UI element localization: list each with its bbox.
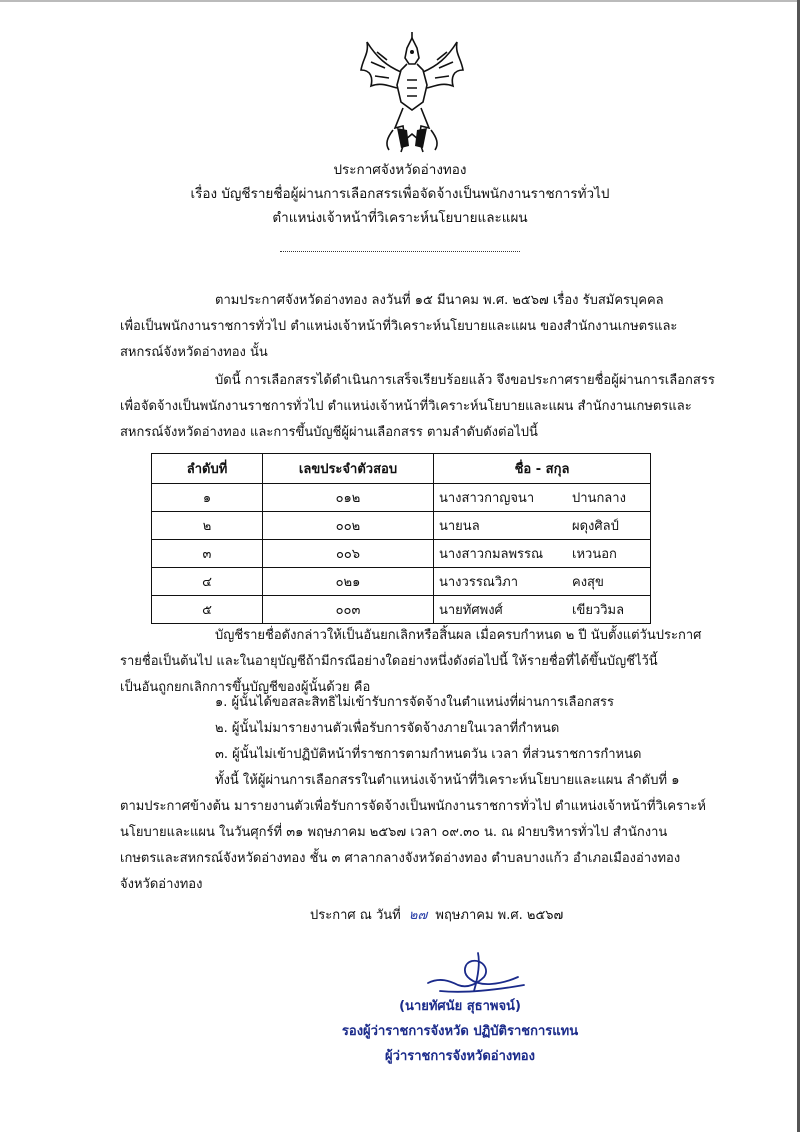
exam-id-cell: ๐๐๒	[263, 512, 434, 540]
rank-cell: ๕	[152, 596, 263, 624]
handwritten-signature-icon	[420, 947, 530, 1002]
paragraph-line: นโยบายและแผน ในวันศุกร์ที่ ๓๑ พฤษภาคม ๒๕๖๗ เวลา ๐๙.๓๐ น. ณ ฝ่ายบริหารทั่วไป สำนักงาน	[120, 825, 668, 840]
table-row	[152, 596, 651, 624]
column-header-exam-id: เลขประจำตัวสอบ	[263, 454, 434, 484]
rank-cell: ๔	[152, 568, 263, 596]
name-cell	[434, 540, 651, 568]
report-paragraph	[120, 768, 718, 898]
name-cell	[434, 596, 651, 624]
first-name: นายทัศพงศ์	[439, 603, 503, 618]
paragraph-line: เพื่อจัดจ้างเป็นพนักงานราชการทั่วไป ตำแหน่งเจ้าหน้าที่วิเคราะห์นโยบายและแผน สำนักงานเกษตรและ	[120, 399, 692, 414]
last-name: ปานกลาง	[572, 491, 626, 506]
date-prefix: ประกาศ ณ วันที่	[310, 908, 401, 923]
date-suffix: พฤษภาคม พ.ศ. ๒๕๖๗	[435, 908, 564, 923]
last-name: ผดุงศิลป์	[572, 519, 619, 534]
paragraph-line: เป็นอันถูกยกเลิกการขึ้นบัญชีของผู้นั้นด้วย คือ	[120, 680, 371, 695]
date-day-handwritten: ๒๗	[408, 908, 428, 923]
column-header-full-name: ชื่อ - สกุล	[434, 454, 651, 484]
exam-id-cell: ๐๑๒	[263, 484, 434, 512]
candidate-table	[151, 453, 651, 624]
first-name: นางวรรณวิภา	[439, 575, 519, 590]
paragraph-line: บัดนี้ การเลือกสรรได้ดำเนินการเสร็จเรียบร้อยแล้ว จึงขอประกาศรายชื่อผู้ผ่านการเลือกสรร	[215, 373, 715, 388]
paragraph-line: บัญชีรายชื่อดังกล่าวให้เป็นอันยกเลิกหรือสิ้นผล เมื่อครบกำหนด ๒ ปี นับตั้งแต่วันประกาศ	[215, 628, 702, 643]
condition-item: ๓. ผู้นั้นไม่เข้าปฏิบัติหน้าที่ราชการตามกำหนดวัน เวลา ที่ส่วนราชการกำหนด	[215, 747, 642, 762]
paragraph-line: เพื่อเป็นพนักงานราชการทั่วไป ตำแหน่งเจ้าหน้าที่วิเคราะห์นโยบายและแผน ของสำนักงานเกษตรและ	[120, 319, 678, 334]
signatory-name: (นายทัศนัย สุธาพจน์)	[399, 999, 521, 1014]
exam-id-cell: ๐๐๖	[263, 540, 434, 568]
last-name: เหวนอก	[572, 547, 617, 562]
announcement-paragraph	[120, 368, 718, 446]
column-header-rank: ลำดับที่	[152, 454, 263, 484]
intro-paragraph	[120, 288, 718, 366]
exam-id-cell: ๐๐๓	[263, 596, 434, 624]
paragraph-line: เกษตรและสหกรณ์จังหวัดอ่างทอง ชั้น ๓ ศาลากลางจังหวัดอ่างทอง ตำบลบางแก้ว อำเภอเมืองอ่างทอง	[120, 851, 681, 866]
name-cell	[434, 484, 651, 512]
table-row	[152, 568, 651, 596]
last-name: เขียววิมล	[572, 603, 625, 618]
title-divider	[280, 251, 520, 252]
first-name: นางสาวกมลพรรณ	[439, 547, 544, 562]
last-name: คงสุข	[572, 575, 604, 590]
garuda-emblem-icon	[357, 30, 467, 155]
rank-cell: ๒	[152, 512, 263, 540]
paragraph-line: ตามประกาศจังหวัดอ่างทอง ลงวันที่ ๑๕ มีนาคม พ.ศ. ๒๕๖๗ เรื่อง รับสมัครบุคคล	[215, 293, 664, 308]
signatory-office: ผู้ว่าราชการจังหวัดอ่างทอง	[385, 1049, 535, 1064]
name-cell	[434, 568, 651, 596]
signatory-title: รองผู้ว่าราชการจังหวัด ปฏิบัติราชการแทน	[341, 1024, 579, 1039]
paragraph-line: จังหวัดอ่างทอง	[120, 877, 203, 892]
paragraph-line: สหกรณ์จังหวัดอ่างทอง นั้น	[120, 345, 268, 360]
paragraph-line: รายชื่อเป็นต้นไป และในอายุบัญชีถ้ามีกรณีอย่างใดอย่างหนึ่งดังต่อไปนี้ ให้รายชื่อที่ได้ขึ้นบัญชีไว้นี้	[120, 654, 658, 669]
paragraph-line: ตามประกาศข้างต้น มารายงานตัวเพื่อรับการจัดจ้างเป็นพนักงานราชการทั่วไป ตำแหน่งเจ้าหน้าที่วิเคราะห์	[120, 799, 706, 814]
announcement-issuer: ประกาศจังหวัดอ่างทอง	[333, 162, 467, 178]
scan-edge-top	[0, 0, 800, 2]
table-row	[152, 512, 651, 540]
table-row	[152, 484, 651, 512]
exam-id-cell: ๐๒๑	[263, 568, 434, 596]
paragraph-line: ทั้งนี้ ให้ผู้ผ่านการเลือกสรรในตำแหน่งเจ้าหน้าที่วิเคราะห์นโยบายและแผน ลำดับที่ ๑	[215, 773, 680, 788]
paragraph-line: สหกรณ์จังหวัดอ่างทอง และการขึ้นบัญชีผู้ผ่านเลือกสรร ตามลำดับดังต่อไปนี้	[120, 425, 538, 440]
rank-cell: ๑	[152, 484, 263, 512]
announcement-subject: เรื่อง บัญชีรายชื่อผู้ผ่านการเลือกสรรเพื่อจัดจ้างเป็นพนักงานราชการทั่วไป	[190, 186, 610, 202]
announcement-date	[310, 904, 563, 925]
table-header-row	[152, 454, 651, 484]
first-name: นางสาวกาญจนา	[439, 491, 535, 506]
condition-item: ๒. ผู้นั้นไม่มารายงานตัวเพื่อรับการจัดจ้างภายในเวลาที่กำหนด	[215, 721, 560, 736]
rank-cell: ๓	[152, 540, 263, 568]
announcement-position: ตำแหน่งเจ้าหน้าที่วิเคราะห์นโยบายและแผน	[272, 210, 528, 226]
first-name: นายนล	[439, 519, 480, 534]
name-cell	[434, 512, 651, 540]
condition-item: ๑. ผู้นั้นได้ขอสละสิทธิไม่เข้ารับการจัดจ้างในตำแหน่งที่ผ่านการเลือกสรร	[215, 695, 615, 710]
table-row	[152, 540, 651, 568]
